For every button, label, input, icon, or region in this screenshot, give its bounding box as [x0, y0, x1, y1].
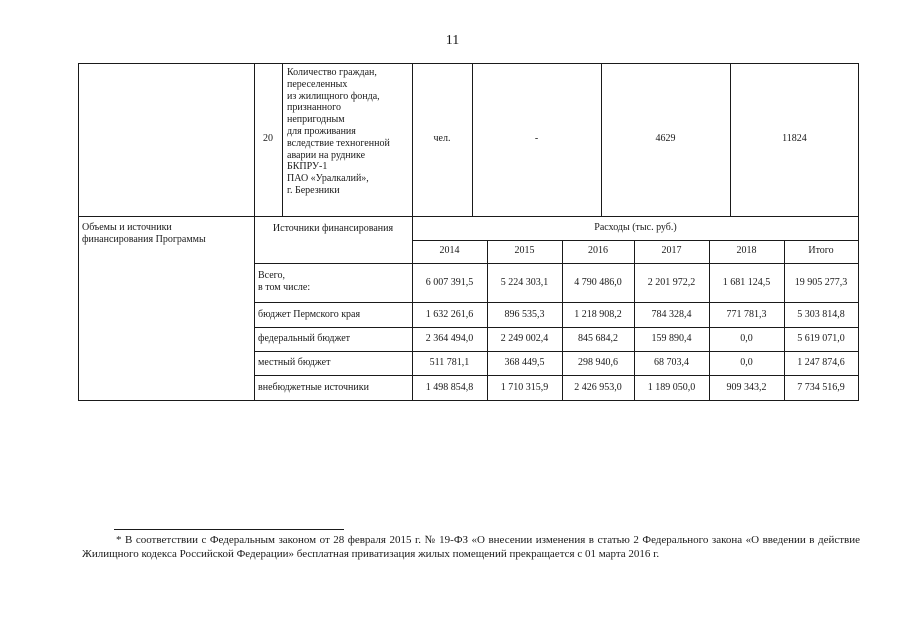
row-value: 5 224 303,1 — [500, 277, 549, 288]
row-value: 2 426 953,0 — [574, 382, 622, 393]
section-divider — [78, 216, 859, 217]
fin-row-line-2 — [254, 327, 859, 328]
fin-row-line-4 — [254, 375, 859, 376]
indicator-name-line: ПАО «Уралкалий», — [287, 173, 369, 185]
row-value: 4 790 486,0 — [574, 277, 622, 288]
footnote-separator — [114, 529, 344, 530]
footnote: * В соответствии с Федеральным законом от 28 февраля 2015 г. № 19-ФЗ «О внесении изменения в статью 2 Федерального закона «О введении в действие Жилищного кодекса Российской Федерации» бесплатная приватизация жилых помещений прекращается с 01 марта 2016 г. — [82, 534, 860, 560]
row-value: 0,0 — [740, 333, 753, 344]
row-value: 19 905 277,3 — [794, 277, 848, 288]
indicator-name-line: переселенных — [287, 78, 348, 90]
row-value: 1 189 050,0 — [647, 382, 696, 393]
financing-section-label-line: финансирования Программы — [82, 234, 206, 245]
row-value: 2 364 494,0 — [425, 333, 474, 344]
year-header: 2018 — [736, 245, 757, 256]
indicator-name-line: из жилищного фонда, — [287, 90, 380, 102]
row-value: 1 247 874,6 — [797, 357, 845, 368]
row-value: 1 498 854,8 — [425, 382, 474, 393]
table-border-left — [78, 63, 79, 400]
row-value: 5 303 814,8 — [797, 309, 845, 320]
fin-row-line-3 — [254, 351, 859, 352]
row-value: 2 201 972,2 — [647, 277, 696, 288]
row-label-local: местный бюджет — [258, 357, 331, 368]
row-value: 0,0 — [740, 357, 753, 368]
year-header: 2017 — [661, 245, 682, 256]
fin-header-line — [412, 240, 859, 241]
indicator-base-value: - — [534, 133, 539, 144]
expenses-header: Расходы (тыс. руб.) — [594, 222, 677, 233]
indicator-value-b: 11824 — [782, 133, 807, 144]
total-header: Итого — [808, 245, 834, 256]
year-header: 2016 — [588, 245, 608, 256]
indicator-name-line: аварии на руднике — [287, 149, 366, 161]
row-value: 784 328,4 — [651, 309, 692, 320]
row-value: 159 890,4 — [651, 333, 692, 344]
row-value: 5 619 071,0 — [797, 333, 845, 344]
row-value: 1 218 908,2 — [574, 309, 622, 320]
row-label-extrabudgetary: внебюджетные источники — [258, 382, 369, 393]
row-value: 1 632 261,6 — [425, 309, 474, 320]
row-label-line: в том числе: — [258, 282, 311, 293]
row-value: 368 449,5 — [504, 357, 545, 368]
row-label-line: Всего, — [258, 270, 286, 281]
row-value: 511 781,1 — [429, 357, 470, 368]
indicator-name-line: вследствие техногенной — [287, 137, 390, 149]
row-value: 771 781,3 — [726, 309, 767, 320]
sources-header: Источники финансирования — [272, 223, 394, 234]
row-value: 845 684,2 — [578, 333, 618, 344]
indicator-name-line: Количество граждан, — [287, 67, 377, 78]
page-number: 11 — [445, 33, 460, 48]
fin-col-line-sources — [254, 216, 255, 400]
row-value: 1 710 315,9 — [500, 382, 549, 393]
row-value: 896 535,3 — [504, 309, 545, 320]
fin-col-line-2014 — [412, 216, 413, 400]
indicator-name — [287, 67, 411, 197]
indicator-value-a: 4629 — [655, 133, 676, 144]
row-value: 2 249 002,4 — [500, 333, 549, 344]
row-label-federal: федеральный бюджет — [258, 333, 351, 344]
year-header: 2014 — [439, 245, 460, 256]
row-label-total — [258, 270, 410, 294]
row-value: 6 007 391,5 — [425, 277, 474, 288]
indicator-name-line: г. Березники — [287, 184, 340, 196]
row-value: 1 681 124,5 — [722, 277, 771, 288]
table-border-bottom — [78, 400, 859, 401]
indicator-name-line: непригодным — [287, 114, 345, 126]
row-value: 68 703,4 — [654, 357, 689, 368]
row-label-regional: бюджет Пермского края — [258, 309, 361, 320]
indicator-unit: чел. — [433, 133, 451, 144]
indicator-col-line-2 — [282, 63, 283, 216]
indicator-name-line: признанного — [287, 102, 341, 114]
year-header: 2015 — [514, 245, 535, 256]
fin-row-line-1 — [254, 302, 859, 303]
row-value: 909 343,2 — [726, 382, 767, 393]
table-border-top — [78, 63, 859, 64]
row-value: 7 734 516,9 — [797, 382, 845, 393]
indicator-number: 20 — [263, 133, 273, 144]
financing-section-label-line: Объемы и источники — [82, 222, 172, 233]
indicator-name-line: БКПРУ-1 — [287, 161, 328, 173]
row-value: 298 940,6 — [578, 357, 618, 368]
financing-section-label — [82, 222, 252, 246]
fin-years-line — [254, 263, 859, 264]
indicator-name-line: для проживания — [287, 125, 356, 137]
